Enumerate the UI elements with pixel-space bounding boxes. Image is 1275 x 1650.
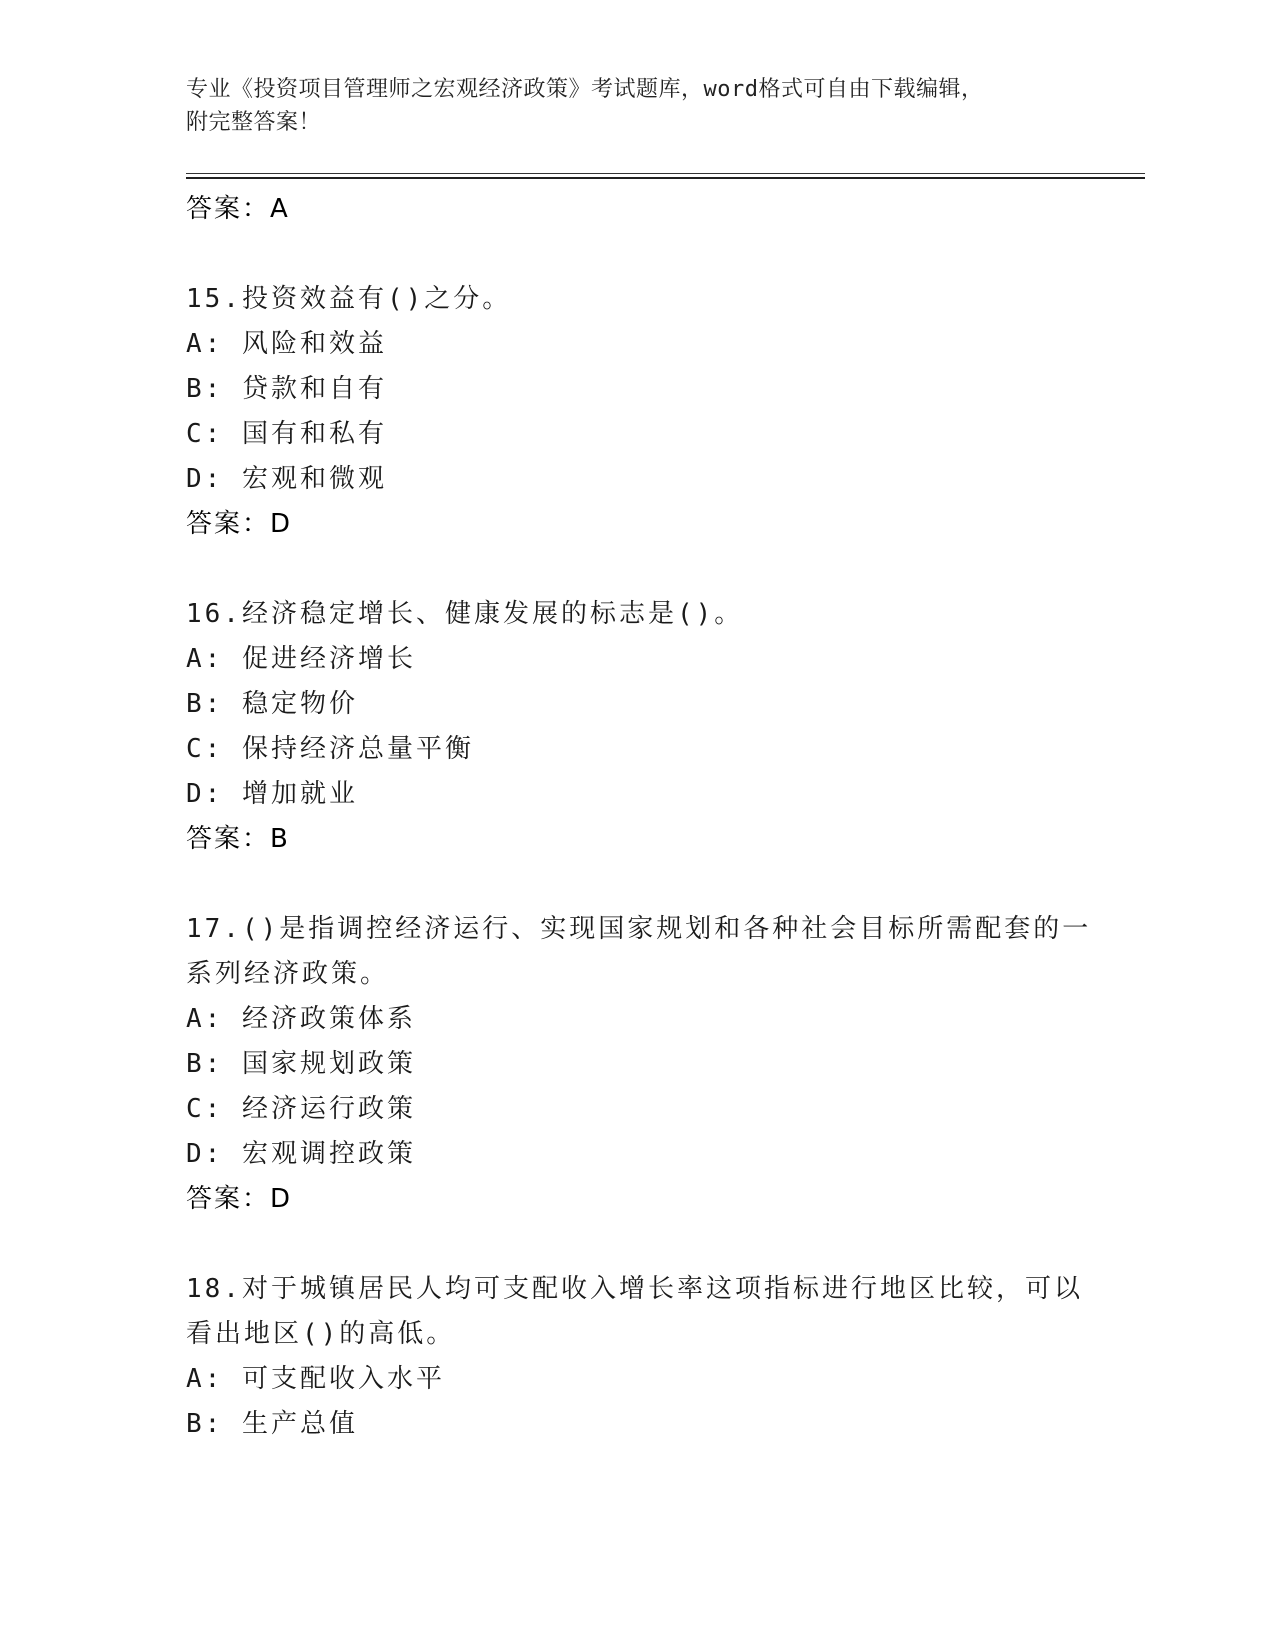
option-b: B: 国家规划政策 bbox=[186, 1049, 416, 1079]
answer-line: 答案：A bbox=[186, 194, 290, 224]
option-a: A: 风险和效益 bbox=[186, 329, 387, 359]
answer-line: 答案：B bbox=[186, 824, 290, 854]
question-stem: 16.经济稳定增长、健康发展的标志是()。 bbox=[186, 599, 744, 629]
spacer bbox=[186, 862, 1086, 907]
header-rule-thick bbox=[186, 177, 1145, 179]
header-line-2: 附完整答案！ bbox=[186, 110, 322, 135]
option-c: C: 经济运行政策 bbox=[186, 1094, 416, 1124]
option-d: D: 宏观调控政策 bbox=[186, 1139, 416, 1169]
question-block bbox=[186, 1267, 1086, 1447]
question-stem-line-1: 17.()是指调控经济运行、实现国家规划和各种社会目标所需配套的一 bbox=[186, 914, 1092, 944]
option-a: A: 可支配收入水平 bbox=[186, 1364, 445, 1394]
question-stem: 15.投资效益有()之分。 bbox=[186, 284, 512, 314]
option-d: D: 宏观和微观 bbox=[186, 464, 387, 494]
question-block bbox=[186, 907, 1092, 1222]
question-block bbox=[186, 592, 1086, 862]
option-c: C: 保持经济总量平衡 bbox=[186, 734, 474, 764]
question-stem-line-2: 看出地区()的高低。 bbox=[186, 1319, 456, 1349]
option-d: D: 增加就业 bbox=[186, 779, 358, 809]
header-rule-thin bbox=[186, 173, 1145, 174]
document-header bbox=[186, 73, 1086, 139]
option-b: B: 生产总值 bbox=[186, 1409, 358, 1439]
question-list bbox=[186, 187, 1092, 1447]
option-a: A: 促进经济增长 bbox=[186, 644, 416, 674]
question-stem-line-2: 系列经济政策。 bbox=[186, 959, 390, 989]
answer-line: 答案：D bbox=[186, 509, 293, 539]
question-block bbox=[186, 277, 1086, 547]
spacer bbox=[186, 1222, 1086, 1267]
option-b: B: 稳定物价 bbox=[186, 689, 358, 719]
option-a: A: 经济政策体系 bbox=[186, 1004, 416, 1034]
spacer bbox=[186, 232, 1086, 277]
option-c: C: 国有和私有 bbox=[186, 419, 387, 449]
spacer bbox=[186, 547, 1086, 592]
question-stem-line-1: 18.对于城镇居民人均可支配收入增长率这项指标进行地区比较，可以 bbox=[186, 1274, 1083, 1304]
answer-line: 答案：D bbox=[186, 1184, 293, 1214]
option-b: B: 贷款和自有 bbox=[186, 374, 387, 404]
header-line-1: 专业《投资项目管理师之宏观经济政策》考试题库，word格式可自由下载编辑， bbox=[186, 77, 984, 102]
